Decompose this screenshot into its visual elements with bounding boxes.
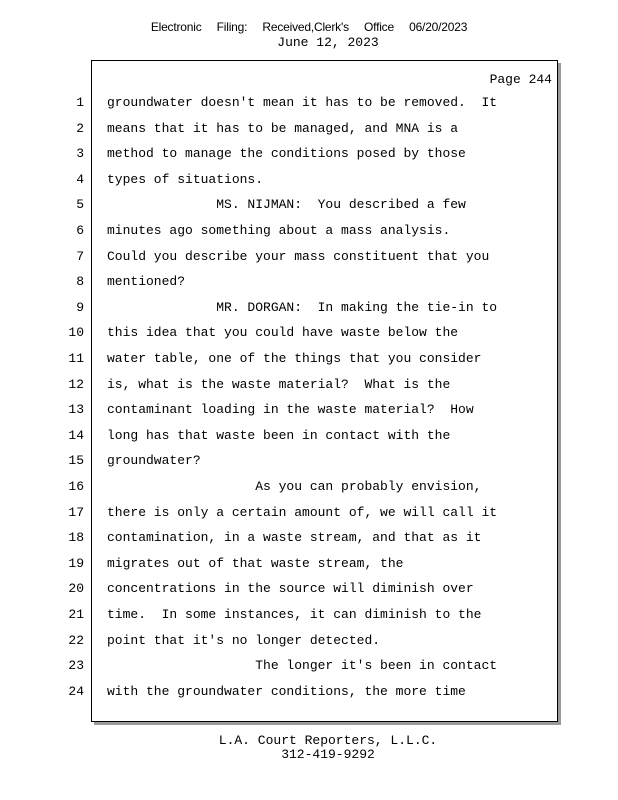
line-number: 24	[68, 684, 84, 699]
transcript-line	[0, 656, 560, 676]
line-text: MS. NIJMAN: You described a few	[107, 197, 466, 212]
line-text: method to manage the conditions posed by those	[107, 146, 466, 161]
line-number: 11	[68, 351, 84, 366]
line-number: 7	[76, 249, 84, 264]
transcript-line	[0, 119, 560, 139]
line-number: 6	[76, 223, 84, 238]
line-number: 5	[76, 197, 84, 212]
transcript-line	[0, 272, 560, 292]
line-number: 22	[68, 633, 84, 648]
transcript-line	[0, 528, 560, 548]
line-number: 10	[68, 325, 84, 340]
transcript-line	[0, 170, 560, 190]
transcript-line	[0, 375, 560, 395]
line-text: MR. DORGAN: In making the tie-in to	[107, 300, 498, 315]
transcript-line	[0, 298, 560, 318]
transcript-line	[0, 349, 560, 369]
line-text: The longer it's been in contact	[107, 658, 498, 673]
line-text: long has that waste been in contact with the	[107, 428, 451, 443]
line-number: 18	[68, 530, 84, 545]
line-number: 23	[68, 658, 84, 673]
transcript-line	[0, 451, 560, 471]
line-number: 21	[68, 607, 84, 622]
line-text: groundwater?	[107, 453, 201, 468]
transcript-line	[0, 426, 560, 446]
line-text: there is only a certain amount of, we will call it	[107, 505, 498, 520]
line-text: migrates out of that waste stream, the	[107, 556, 404, 571]
line-number: 15	[68, 453, 84, 468]
stamp-office: Office	[364, 20, 394, 34]
line-text: mentioned?	[107, 274, 186, 289]
transcript-line	[0, 221, 560, 241]
line-number: 1	[76, 95, 84, 110]
line-text: minutes ago something about a mass analysis.	[107, 223, 451, 238]
transcript-line	[0, 477, 560, 497]
footer-company: L.A. Court Reporters, L.L.C.	[218, 733, 438, 748]
line-text: contaminant loading in the waste material? How	[107, 402, 474, 417]
line-text: is, what is the waste material? What is the	[107, 377, 451, 392]
transcript-line	[0, 144, 560, 164]
line-text: As you can probably envision,	[107, 479, 482, 494]
transcript-line	[0, 323, 560, 343]
line-text: types of situations.	[107, 172, 264, 187]
stamp-filing: Filing:	[216, 20, 248, 34]
line-number: 19	[68, 556, 84, 571]
footer-phone: 312-419-9292	[281, 747, 375, 762]
line-number: 9	[76, 300, 84, 315]
transcript-date: June 12, 2023	[277, 35, 379, 50]
line-text: this idea that you could have waste below the	[107, 325, 459, 340]
transcript-line	[0, 579, 560, 599]
line-number: 2	[76, 121, 84, 136]
line-text: point that it's no longer detected.	[107, 633, 381, 648]
stamp-electronic: Electronic	[150, 20, 202, 34]
page-number: Page 244	[489, 72, 552, 87]
line-number: 12	[68, 377, 84, 392]
line-number: 14	[68, 428, 84, 443]
stamp-date: 06/20/2023	[409, 20, 468, 34]
line-number: 4	[76, 172, 84, 187]
line-text: contamination, in a waste stream, and that as it	[107, 530, 482, 545]
transcript-line	[0, 631, 560, 651]
transcript-line	[0, 195, 560, 215]
stamp-received: Received,Clerk's	[262, 20, 349, 34]
line-text: groundwater doesn't mean it has to be removed. It	[107, 95, 498, 110]
line-number: 20	[68, 581, 84, 596]
line-number: 16	[68, 479, 84, 494]
transcript-line	[0, 400, 560, 420]
transcript-line	[0, 554, 560, 574]
line-text: concentrations in the source will diminish over	[107, 581, 474, 596]
line-number: 8	[76, 274, 84, 289]
line-number: 3	[76, 146, 84, 161]
line-text: Could you describe your mass constituent that you	[107, 249, 490, 264]
line-text: with the groundwater conditions, the more time	[107, 684, 466, 699]
line-number: 17	[68, 505, 84, 520]
transcript-line	[0, 93, 560, 113]
line-number: 13	[68, 402, 84, 417]
line-text: time. In some instances, it can diminish to the	[107, 607, 482, 622]
transcript-line	[0, 682, 560, 702]
line-text: means that it has to be managed, and MNA is a	[107, 121, 459, 136]
transcript-line	[0, 605, 560, 625]
transcript-line	[0, 503, 560, 523]
filing-stamp	[0, 20, 618, 34]
transcript-line	[0, 247, 560, 267]
line-text: water table, one of the things that you consider	[107, 351, 482, 366]
